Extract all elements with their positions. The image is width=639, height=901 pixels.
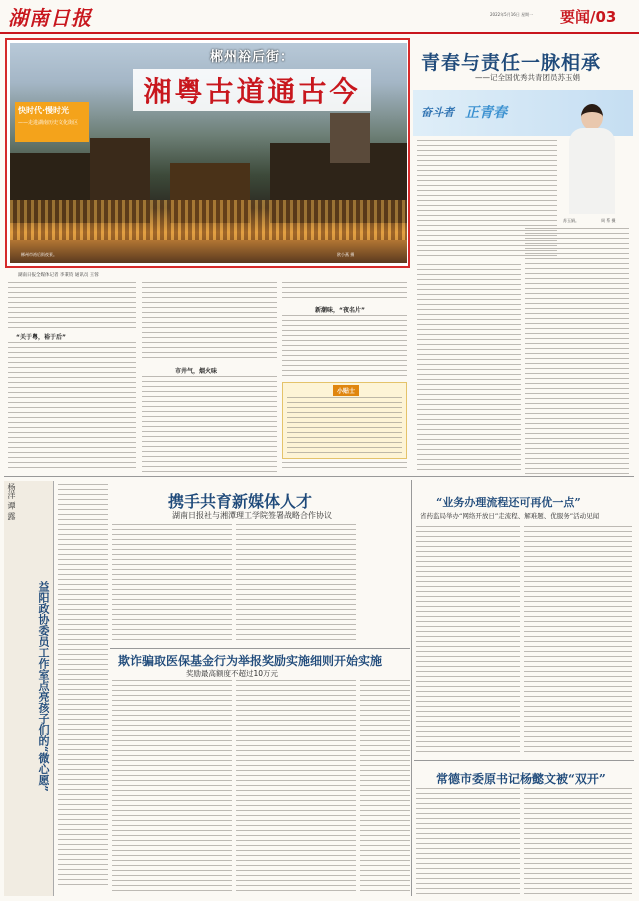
text-block	[112, 524, 232, 644]
feature-block	[5, 38, 410, 268]
divider	[4, 476, 634, 477]
text-block	[360, 680, 410, 895]
text-block	[282, 315, 407, 377]
subhead-2: 市井气，烟火味	[175, 368, 218, 375]
text-block	[525, 228, 629, 474]
feature-title: 湘粤古道通古今	[133, 69, 370, 111]
article4-title: 欺诈骗取医保基金行为举报奖励实施细则开始实施	[118, 654, 383, 668]
vertical-title: 益阳政协委员工作室点亮孩子们的“微心愿”	[37, 581, 50, 792]
header-date: 2022年5月16日 星期一	[490, 12, 534, 17]
article2-title: 携手共育新媒体人才	[168, 492, 313, 511]
text-block	[142, 376, 277, 472]
text-block	[416, 788, 520, 894]
feature-title-box	[102, 46, 402, 108]
column-sub: ——走进湖南历史文化街区	[18, 120, 79, 126]
article3-title: “业务办理流程还可再优一点”	[436, 496, 581, 509]
text-block	[8, 282, 136, 328]
divider	[110, 648, 410, 649]
photo-caption: 郴州市裕后街夜景。	[21, 252, 57, 257]
tips-box	[282, 382, 407, 459]
article2-subtitle: 湖南日报社与湘潭理工学院签署战略合作协议	[172, 511, 332, 520]
divider	[411, 480, 412, 896]
text-block	[417, 264, 521, 474]
article3-subtitle: 省药监局举办“网络开放日”走流程、解难题、优服务”活动见闻	[420, 512, 600, 520]
portrait-caption: 苏玉娟。	[563, 218, 579, 223]
lantern-lights	[10, 200, 407, 240]
profile-title: 青春与责任一脉相承	[421, 52, 602, 74]
column-tag	[15, 102, 89, 142]
text-block	[282, 282, 407, 302]
text-block	[142, 282, 277, 362]
portrait-body	[569, 128, 615, 214]
article5-title: 常德市委原书记杨懿文被“双开”	[436, 772, 606, 786]
profile-subtitle: ——记全国优秀共青团员苏玉娟	[475, 73, 580, 82]
article4-subtitle: 奖励最高额度不超过10万元	[186, 669, 279, 678]
text-block	[8, 342, 136, 472]
portrait-photo	[563, 104, 623, 214]
text-block	[416, 526, 520, 756]
text-block	[524, 788, 632, 894]
divider	[414, 760, 634, 761]
tips-label: 小贴士	[333, 385, 359, 396]
vertical-article	[4, 481, 54, 896]
text-block	[524, 526, 632, 756]
page-header	[0, 0, 639, 34]
text-block	[236, 680, 356, 895]
profile-article	[413, 38, 633, 478]
banner-text: 奋斗者	[421, 106, 454, 119]
text-block	[112, 680, 232, 895]
portrait-head	[581, 104, 603, 130]
portrait-credit: 周 系 摄	[601, 218, 616, 223]
banner-text-2: 正青春	[465, 105, 507, 121]
vertical-byline: 杨洋 谭 露	[7, 483, 16, 521]
feature-byline: 湖南日报全媒体记者 李秉钧 通讯员 王蓉	[18, 273, 99, 278]
text-block	[236, 524, 356, 644]
column-name: 快时代·慢时光	[18, 106, 70, 115]
section-label: 要闻/03	[560, 8, 617, 26]
feature-kicker: 郴州裕后街：	[209, 50, 294, 65]
text-block	[282, 462, 407, 472]
photo-credit: 欧小燕 摄	[337, 252, 355, 257]
subhead-3: 新潮味，“夜名片”	[315, 307, 365, 314]
text-block	[287, 397, 402, 455]
text-block	[58, 484, 108, 889]
subhead-1: “关于粤，裕于后”	[16, 334, 66, 341]
masthead-logo: 湖南日报	[8, 6, 92, 30]
